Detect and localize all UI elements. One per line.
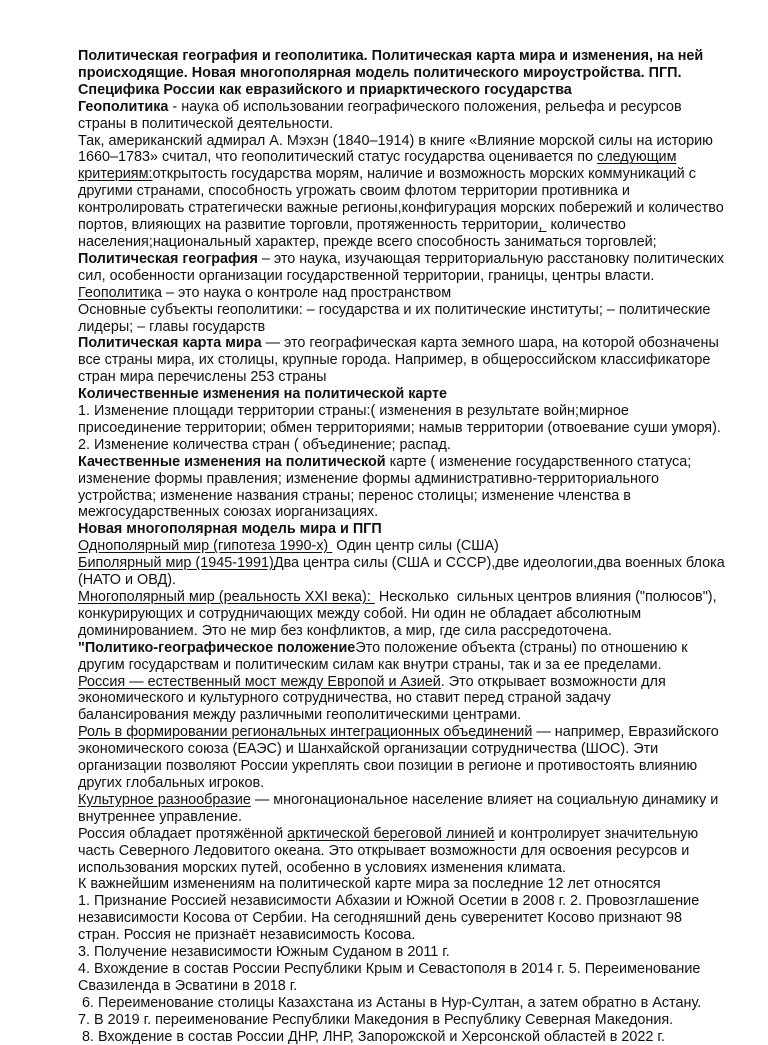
term: Политическая география	[78, 250, 258, 267]
underlined-text: следующим	[597, 149, 677, 166]
underlined-text: Однополярный мир (гипотеза 1990-х)	[78, 538, 333, 555]
text: Россия обладает протяжённой	[78, 825, 288, 842]
text-line: другим государствам и политическим силам как внутри страны, так и за ее пределами.	[78, 656, 662, 673]
geopolitics-definition	[78, 99, 758, 116]
underlined-text: Биполярный мир (1945-1991)	[78, 555, 274, 572]
text-line: контролировать стратегически важные регионы,конфигурация морских побережий и количество	[78, 200, 724, 217]
political-geography-definition	[78, 251, 758, 268]
underlined-text: ,	[538, 217, 547, 234]
text-line: страны в политической деятельности.	[78, 115, 334, 132]
geopolitics-definition-2	[78, 285, 758, 302]
text-line: устройства; изменение названия страны; перенос столицы; изменение членства в	[78, 487, 631, 504]
text-line: (НАТО и ОВД).	[78, 572, 177, 589]
text-line: населения;национальный характер, прежде всего способность заниматься торговлей;	[78, 233, 657, 250]
changes-line: 1. Признание Россией независимости Абхазии и Южной Осетии в 2008 г. 2. Провозглашение	[78, 893, 700, 910]
changes-line: стран. Россия не признаёт независимость Косова.	[78, 927, 416, 944]
underlined-text: арктической береговой линией	[287, 825, 495, 842]
text-line: часть Северного Ледовитого океана. Это открывает возможности для освоения ресурсов и	[78, 842, 690, 859]
underlined-text: Россия — естественный мост между Европой и Азией	[78, 673, 441, 690]
text-line: организации позволяют России укреплять свои позиции в регионе и противостоять влиянию	[78, 758, 698, 775]
title-line: Специфика России как евразийского и приарктического государства	[78, 81, 572, 98]
text: 1660–1783» считал, что геополитический статус государства оценивается по	[78, 149, 598, 166]
pgp-definition	[78, 640, 758, 657]
underlined-text: Роль в формировании региональных интеграционных объединений	[78, 724, 533, 741]
text-line: Основные субъекты геополитики: – государства и их политические институты; – политические	[78, 301, 711, 318]
text: и контролирует значительную	[494, 825, 699, 842]
text: Два центра силы (США и СССР),две идеологии,два военных блока	[273, 555, 725, 572]
text: – это наука, изучающая территориальную расстановку политических	[257, 250, 725, 267]
underlined-text: Многополярный мир (реальность XXI века):	[78, 589, 375, 605]
text: — например, Евразийского	[532, 724, 719, 741]
text: количество	[546, 217, 626, 234]
text-line: другими странами, способность угрожать своим флотом территории противника и	[78, 183, 630, 200]
text-line: межгосударственных союзах иорганизациях.	[78, 504, 379, 521]
changes-line: 3. Получение независимости Южным Суданом в 2011 г.	[78, 944, 450, 961]
text: - наука об использовании географического положения, рельефа и ресурсов	[168, 98, 682, 115]
changes-line: 6. Переименование столицы Казахстана из Астаны в Нур-Султан, а затем обратно в Астану.	[78, 994, 702, 1011]
text: открытость государства морям, наличие и возможность морских коммуникаций с	[152, 166, 696, 183]
changes-intro: К важнейшим изменениям на политической карте мира за последние 12 лет относятся	[78, 876, 661, 893]
text: а – это наука о контроле над пространством	[154, 284, 452, 301]
bipolar-line	[78, 555, 758, 572]
qualitative-changes	[78, 454, 758, 471]
term: "Политико-географическое положение	[78, 639, 356, 656]
changes-line: 4. Вхождение в состав России Республики Крым и Севастополя в 2014 г. 5. Переименование	[78, 960, 701, 977]
text-line: других глобальных игроков.	[78, 774, 265, 791]
changes-line: Свазиленда в Эсватини в 2018 г.	[78, 977, 298, 994]
text-line: конкурирующих и сотрудничающих между собой. Ни один не обладает абсолютным	[78, 605, 642, 622]
text: — многонациональное население влияет на социальную динамику и	[250, 791, 719, 808]
integration-line	[78, 724, 758, 741]
section-heading: Новая многополярная модель мира и ПГП	[78, 521, 382, 538]
text-line: сил, особенности организации государственной территории, границы, центры власти.	[78, 267, 655, 284]
text-line: лидеры; – главы государств	[78, 318, 266, 335]
text: . Это открывает возможности для	[440, 673, 666, 690]
document-page	[78, 48, 758, 1045]
unipolar-line	[78, 538, 758, 555]
changes-line: 8. Вхождение в состав России ДНР, ЛНР, Запорожской и Херсонской областей в 2022 г.	[78, 1028, 665, 1045]
underlined-text: Культурное разнообразие	[78, 791, 251, 808]
text: Один центр силы (США)	[332, 538, 499, 555]
title-line: Политическая география и геополитика. Политическая карта мира и изменения, на ней	[78, 48, 704, 64]
term: Качественные изменения на политической	[78, 453, 386, 470]
text-line: экономического и культурного сотрудничества, но ставит перед страной задачу	[78, 690, 611, 707]
multipolar-line	[78, 589, 758, 606]
text: Это положение объекта (страны) по отношению к	[355, 639, 688, 656]
text-line: доминированием. Это не мир без конфликтов, а мир, где сила рассредоточена.	[78, 622, 612, 639]
text-line: изменение формы правления; изменение формы административно-территориального	[78, 470, 659, 487]
text: Несколько сильных центров влияния ("полюсов"),	[374, 589, 717, 605]
text-line: экономического союза (ЕАЭС) и Шанхайской организации сотрудничества (ШОС). Эти	[78, 741, 659, 758]
changes-line: независимости Косова от Сербии. На сегодняшний день суверенитет Косово признают 98	[78, 910, 682, 927]
text-line: все страны мира, их столицы, крупные города. Например, в общероссийском классификаторе	[78, 352, 711, 369]
arctic-line	[78, 826, 758, 843]
changes-line: 7. В 2019 г. переименование Республики Македония в Республику Северная Македония.	[78, 1011, 674, 1028]
text-line	[78, 166, 758, 183]
title-line: происходящие. Новая многополярная модель политического мироустройства. ПГП.	[78, 64, 682, 81]
text-line: Так, американский адмирал А. Мэхэн (1840–1914) в книге «Влияние морской силы на историю	[78, 132, 713, 149]
bridge-line	[78, 674, 758, 691]
text: — это географическая карта земного шара, на которой обозначены	[261, 335, 719, 352]
text-line	[78, 149, 758, 166]
culture-line	[78, 792, 758, 809]
text-line: 1. Изменение площади территории страны:( изменения в результате войн;мирное	[78, 403, 629, 420]
text-line: внутреннее управление.	[78, 808, 242, 825]
text-line: стран мира перечислены 253 страны	[78, 369, 327, 386]
text: карте ( изменение государственного статуса;	[385, 453, 692, 470]
text-line: присоединение территории; обмен территориями; намыв территории (отвоевание суши уморя).	[78, 419, 721, 436]
term: Политическая карта мира	[78, 335, 262, 352]
text-line: балансирования между различными геополитическими центрами.	[78, 707, 522, 724]
text-line	[78, 217, 758, 234]
underlined-text: критериям:	[78, 166, 153, 183]
section-heading: Количественные изменения на политической карте	[78, 386, 448, 403]
political-map-definition	[78, 335, 758, 352]
underlined-text: Геополитик	[78, 284, 154, 301]
term: Геополитика	[78, 98, 169, 115]
text-line: 2. Изменение количества стран ( объединение; распад.	[78, 436, 451, 453]
text-line: использования морских путей, особенно в условиях изменения климата.	[78, 859, 567, 876]
text: портов, влияющих на развитие торговли, протяженность территории	[78, 217, 539, 234]
